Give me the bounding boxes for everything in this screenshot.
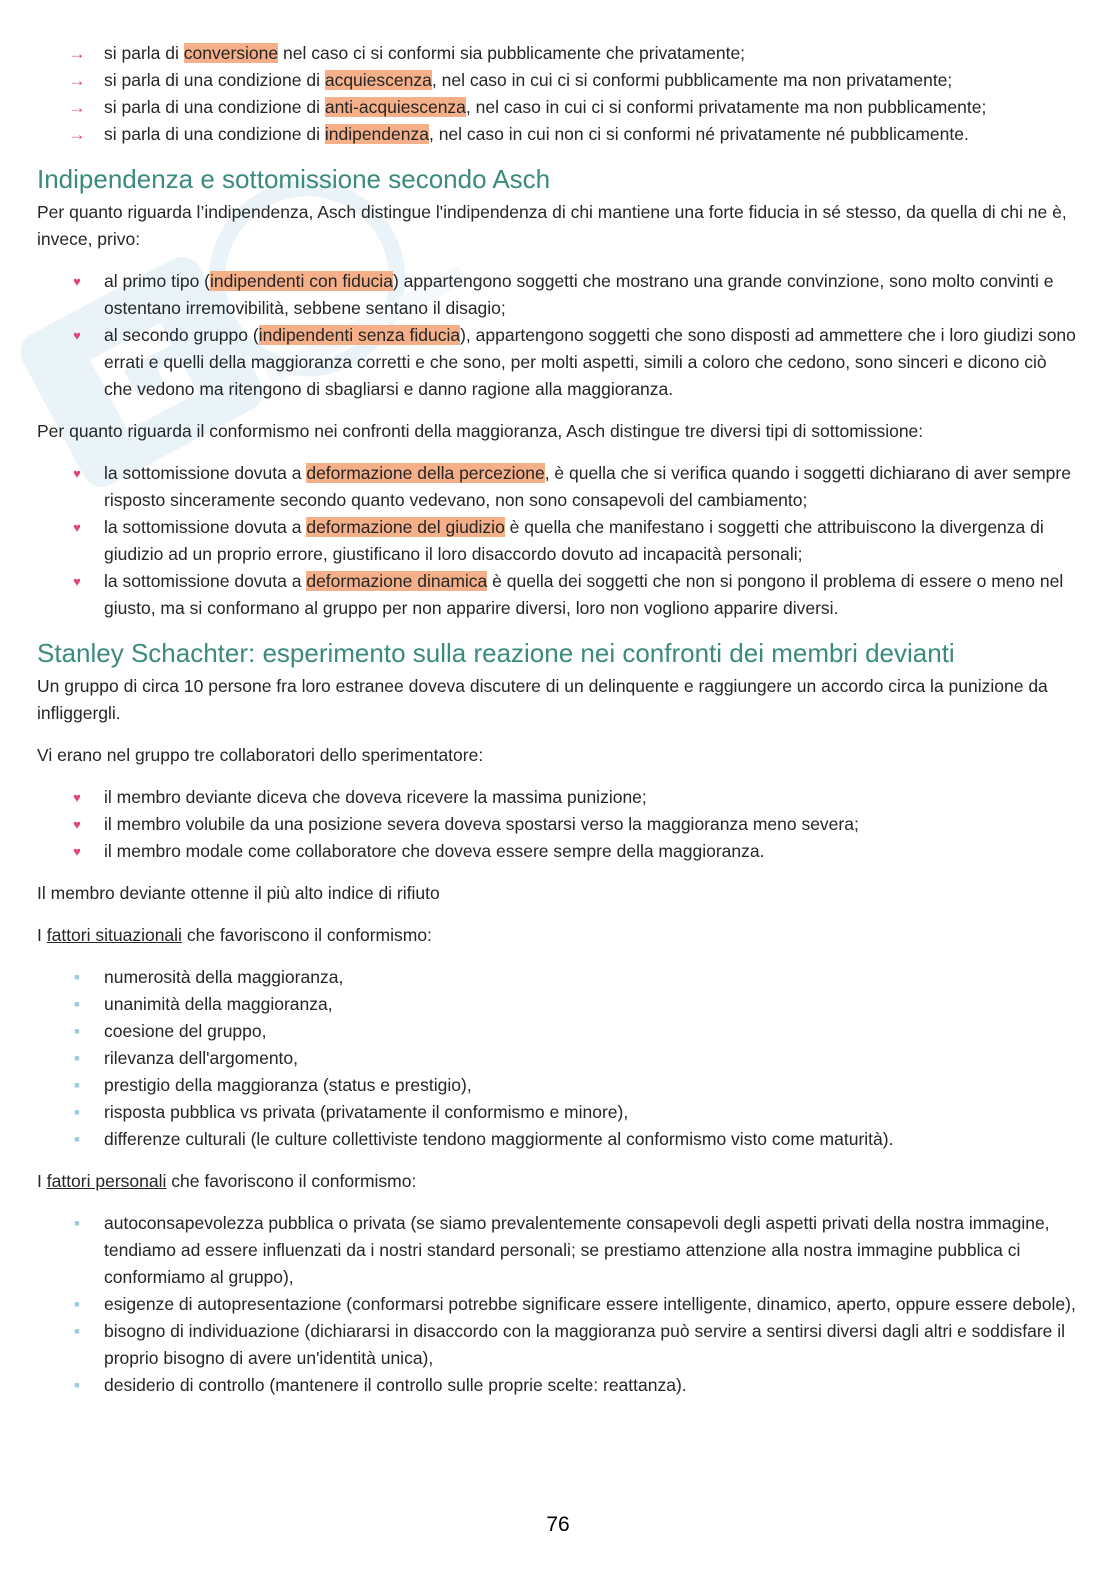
- list-item: ■ risposta pubblica vs privata (privatamente il conformismo e minore),: [37, 1099, 1077, 1126]
- list-item: → si parla di conversione nel caso ci si conformi sia pubblicamente che privatamente;: [37, 40, 1077, 67]
- square-bullet-icon: ■: [74, 1053, 80, 1063]
- highlighted-term: indipendenti con fiducia: [210, 271, 393, 291]
- highlighted-term: acquiescenza: [324, 70, 432, 90]
- paragraph: Per quanto riguarda l’indipendenza, Asch distingue l'indipendenza di chi mantiene una forte fiducia in sé stesso, da quella di chi ne è, invece, privo:: [37, 202, 1067, 249]
- list-item: ■ autoconsapevolezza pubblica o privata (se siamo prevalentemente consapevoli degli aspetti privati della nostra immagine, tendiamo ad essere influenzati da i nostri standard personali; se prestiamo attenzione alla nostra immagine pubblica ci conformiamo al gruppo),: [37, 1210, 1077, 1291]
- list-item: ♥ al secondo gruppo (indipendenti senza fiducia), appartengono soggetti che sono disposti ad ammettere che i loro giudizi sono errati e quelli della maggioranza corretti e che sono, per molti aspetti, simili a coloro che cedono, sono sinceri e dicono ciò che vedono ma ritengono di sbagliarsi e danno ragione alla maggioranza.: [37, 322, 1077, 403]
- heart-bullet-icon: ♥: [73, 844, 81, 859]
- list-item: ■ desiderio di controllo (mantenere il controllo sulle proprie scelte: reattanza).: [37, 1372, 1077, 1399]
- list-item: ■ rilevanza dell'argomento,: [37, 1045, 1077, 1072]
- submission-types-list: [37, 460, 1077, 622]
- list-item: ■ bisogno di individuazione (dichiararsi in disaccordo con la maggioranza può servire a sentirsi diversi dagli altri e soddisfare il proprio bisogno di avere un'identità unica),: [37, 1318, 1077, 1372]
- arrow-right-icon: →: [68, 98, 86, 117]
- list-item: → si parla di una condizione di indipendenza, nel caso in cui non ci si conformi né privatamente né pubblicamente.: [37, 121, 1077, 148]
- independence-types-list: [37, 268, 1077, 403]
- square-bullet-icon: ■: [74, 1218, 80, 1228]
- list-item: ♥ la sottomissione dovuta a deformazione dinamica è quella dei soggetti che non si pongono il problema di essere o meno nel giusto, ma si conformano al gruppo per non apparire diversi, loro non vogliono apparire diversi.: [37, 568, 1077, 622]
- paragraph: Il membro deviante ottenne il più alto indice di rifiuto: [37, 883, 440, 903]
- list-item: ■ coesione del gruppo,: [37, 1018, 1077, 1045]
- square-bullet-icon: ■: [74, 1380, 80, 1390]
- collaborators-list: [37, 784, 1077, 865]
- heart-bullet-icon: ♥: [73, 274, 81, 289]
- list-item: ■ prestigio della maggioranza (status e prestigio),: [37, 1072, 1077, 1099]
- highlighted-term: anti-acquiescenza: [324, 97, 466, 117]
- heart-bullet-icon: ♥: [73, 520, 81, 535]
- square-bullet-icon: ■: [74, 1299, 80, 1309]
- paragraph: Per quanto riguarda il conformismo nei confronti della maggioranza, Asch distingue tre diversi tipi di sottomissione:: [37, 421, 924, 441]
- page-number: 76: [546, 1513, 570, 1536]
- square-bullet-icon: ■: [74, 1134, 80, 1144]
- arrow-right-icon: →: [68, 44, 86, 63]
- highlighted-term: deformazione del giudizio: [306, 517, 505, 537]
- highlighted-term: indipendenza: [324, 124, 429, 144]
- list-item: → si parla di una condizione di anti-acquiescenza, nel caso in cui ci si conformi privatamente ma non pubblicamente;: [37, 94, 1077, 121]
- list-item: ■ unanimità della maggioranza,: [37, 991, 1077, 1018]
- underlined-term: fattori situazionali: [46, 925, 182, 945]
- square-bullet-icon: ■: [74, 1107, 80, 1117]
- section-heading-schachter: Stanley Schachter: esperimento sulla reazione nei confronti dei membri devianti: [37, 638, 955, 668]
- list-item: ♥ il membro volubile da una posizione severa doveva spostarsi verso la maggioranza meno severa;: [37, 811, 1077, 838]
- square-bullet-icon: ■: [74, 972, 80, 982]
- highlighted-term: deformazione della percezione: [306, 463, 545, 483]
- list-item: ♥ al primo tipo (indipendenti con fiducia) appartengono soggetti che mostrano una grande convinzione, sono molto convinti e ostentano irremovibilità, sebbene sentano il disagio;: [37, 268, 1077, 322]
- list-item: ■ differenze culturali (le culture collettiviste tendono maggiormente al conformismo visto come maturità).: [37, 1126, 1077, 1153]
- heart-bullet-icon: ♥: [73, 817, 81, 832]
- paragraph: I fattori situazionali che favoriscono il conformismo:: [37, 925, 432, 945]
- list-item: ♥ il membro deviante diceva che doveva ricevere la massima punizione;: [37, 784, 1077, 811]
- paragraph: Un gruppo di circa 10 persone fra loro estranee doveva discutere di un delinquente e raggiungere un accordo circa la punizione da infliggergli.: [37, 676, 1048, 723]
- section-heading-asch: Indipendenza e sottomissione secondo Asch: [37, 164, 551, 194]
- arrow-right-icon: →: [68, 125, 86, 144]
- situational-factors-list: [37, 964, 1077, 1153]
- heart-bullet-icon: ♥: [73, 466, 81, 481]
- paragraph: I fattori personali che favoriscono il conformismo:: [37, 1171, 417, 1191]
- underlined-term: fattori personali: [46, 1171, 167, 1191]
- square-bullet-icon: ■: [74, 1326, 80, 1336]
- document-body: [37, 40, 1077, 1414]
- square-bullet-icon: ■: [74, 1026, 80, 1036]
- personal-factors-list: [37, 1210, 1077, 1399]
- arrow-right-icon: →: [68, 71, 86, 90]
- highlighted-term: deformazione dinamica: [306, 571, 488, 591]
- list-item: ♥ la sottomissione dovuta a deformazione della percezione, è quella che si verifica quando i soggetti dichiarano di aver sempre risposto sinceramente secondo quanto vedevano, non sono consapevoli del cambiamento;: [37, 460, 1077, 514]
- list-item: ♥ la sottomissione dovuta a deformazione del giudizio è quella che manifestano i soggetti che attribuiscono la divergenza di giudizio ad un proprio errore, giustificano il loro disaccordo dovuto ad incapacità personali;: [37, 514, 1077, 568]
- list-item: ■ esigenze di autopresentazione (conformarsi potrebbe significare essere intelligente, dinamico, aperto, oppure essere debole),: [37, 1291, 1077, 1318]
- paragraph: Vi erano nel gruppo tre collaboratori dello sperimentatore:: [37, 745, 484, 765]
- list-item: ♥ il membro modale come collaboratore che doveva essere sempre della maggioranza.: [37, 838, 1077, 865]
- heart-bullet-icon: ♥: [73, 790, 81, 805]
- heart-bullet-icon: ♥: [73, 328, 81, 343]
- highlighted-term: conversione: [183, 43, 279, 63]
- list-item: → si parla di una condizione di acquiescenza, nel caso in cui ci si conformi pubblicamente ma non privatamente;: [37, 67, 1077, 94]
- highlighted-term: indipendenti senza fiducia: [258, 325, 461, 345]
- conformity-list: [37, 40, 1077, 148]
- list-item: ■ numerosità della maggioranza,: [37, 964, 1077, 991]
- square-bullet-icon: ■: [74, 1080, 80, 1090]
- square-bullet-icon: ■: [74, 999, 80, 1009]
- heart-bullet-icon: ♥: [73, 574, 81, 589]
